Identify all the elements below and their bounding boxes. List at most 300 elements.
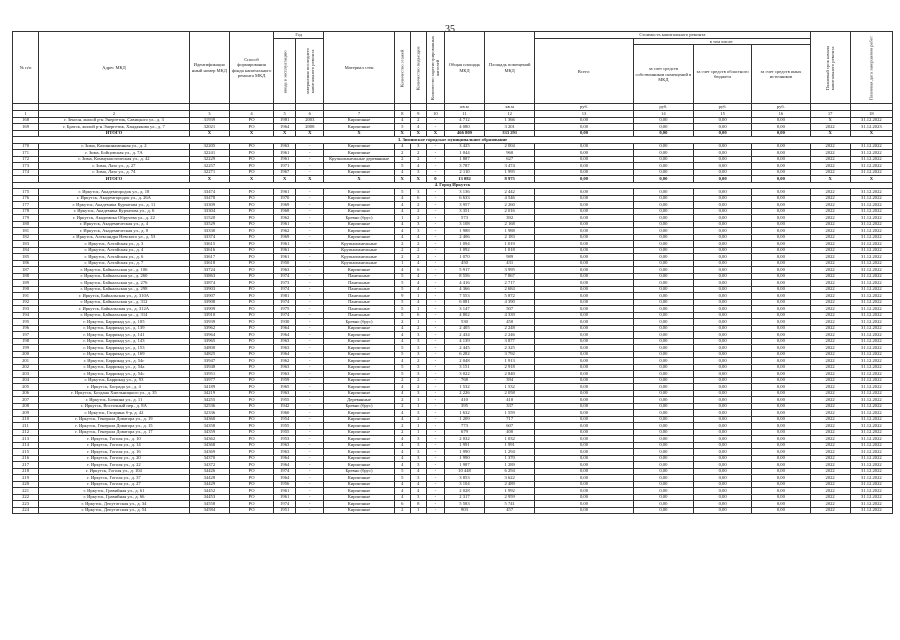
table-cell: РО: [229, 189, 273, 196]
address-cell: г. Иркутск, Баррикад ул., д. 54а: [39, 364, 190, 371]
table-cell: 1961: [274, 494, 296, 501]
table-cell: 0,00: [752, 280, 810, 287]
table-cell: 10 448: [444, 468, 484, 475]
address-cell: г. Иркутск, Генерала Доватора ул., д. 17: [39, 429, 190, 436]
table-cell: 0,00: [633, 332, 693, 339]
table-cell: 2022: [810, 462, 850, 469]
table-cell: 33908: [189, 299, 229, 306]
table-cell: Кирпичные: [324, 228, 394, 235]
table-cell: 773: [444, 423, 484, 430]
table-cell: 0,00: [633, 169, 693, 176]
table-cell: РО: [229, 228, 273, 235]
table-cell: 1973: [274, 280, 296, 287]
table-cell: 0,00: [693, 364, 751, 371]
table-cell: 33374: [189, 234, 229, 241]
table-cell: 3: [410, 410, 426, 417]
table-cell: X: [410, 130, 426, 137]
table-cell: 0,00: [752, 293, 810, 300]
table-cell: Кирпичные: [324, 208, 394, 215]
table-cell: 1964: [274, 475, 296, 482]
table-cell: 0,00: [633, 442, 693, 449]
table-cell: 2022: [810, 241, 850, 248]
table-cell: 0,00: [633, 117, 693, 124]
table-cell: 2: [410, 325, 426, 332]
address-cell: г. Иркутск, Баррикад ул., д. 153: [39, 345, 190, 352]
table-cell: -: [296, 423, 324, 430]
table-cell: 0,00: [752, 202, 810, 209]
table-cell: -: [426, 325, 444, 332]
table-cell: 2022: [810, 143, 850, 150]
table-cell: -: [426, 124, 444, 131]
table-cell: 0,00: [693, 338, 751, 345]
address-cell: г. Зима, Коммунистическая ул., д. 42: [39, 156, 190, 163]
table-cell: 34360: [189, 416, 229, 423]
table-cell: 3: [410, 494, 426, 501]
table-cell: 0,00: [535, 397, 633, 404]
table-cell: 2022: [810, 221, 850, 228]
table-cell: 0,00: [535, 124, 633, 131]
table-cell: 195: [13, 319, 39, 326]
table-cell: -: [296, 169, 324, 176]
table-cell: 2022: [810, 189, 850, 196]
table-cell: 1963: [274, 338, 296, 345]
table-cell: 4: [394, 234, 410, 241]
table-cell: 221: [13, 488, 39, 495]
table-cell: -: [426, 468, 444, 475]
table-cell: 0,00: [752, 397, 810, 404]
column-number: 9: [410, 110, 426, 117]
table-cell: 2 028: [444, 488, 484, 495]
table-cell: 34219: [189, 390, 229, 397]
table-cell: 450: [444, 260, 484, 267]
table-cell: 0,00: [535, 436, 633, 443]
address-cell: г. Иркутск, Баррикад ул., д. 93: [39, 377, 190, 384]
table-cell: 212: [13, 429, 39, 436]
table-cell: 4 366: [444, 286, 484, 293]
table-cell: Кирпичные: [324, 163, 394, 170]
table-cell: 1 032: [485, 436, 535, 443]
table-cell: 0,00: [693, 169, 751, 176]
table-cell: 31.12.2022: [850, 299, 892, 306]
table-cell: 1: [410, 423, 426, 430]
table-cell: -: [426, 319, 444, 326]
table-cell: 34452: [189, 488, 229, 495]
table-cell: 2022: [810, 390, 850, 397]
table-cell: 3 351: [444, 208, 484, 215]
table-cell: X: [274, 176, 296, 183]
table-cell: 0,00: [633, 390, 693, 397]
table-cell: 0,00: [693, 455, 751, 462]
table-cell: 0,00: [693, 384, 751, 391]
table-cell: 1 532: [444, 384, 484, 391]
table-cell: Кирпичные: [324, 390, 394, 397]
table-cell: -: [426, 403, 444, 410]
table-cell: 33617: [189, 254, 229, 261]
table-cell: 0,00: [752, 449, 810, 456]
table-cell: 33977: [189, 377, 229, 384]
table-cell: 0,00: [633, 377, 693, 384]
table-cell: 0,00: [693, 189, 751, 196]
table-cell: 392: [485, 215, 535, 222]
table-cell: 32021: [189, 124, 229, 131]
table-cell: -: [426, 481, 444, 488]
address-cell: г. Иркутск, Байкальская ул., д. 312: [39, 299, 190, 306]
table-cell: 34370: [189, 455, 229, 462]
table-cell: 31.12.2022: [850, 163, 892, 170]
table-cell: 0,00: [693, 468, 751, 475]
table-cell: -: [426, 267, 444, 274]
table-cell: 33964: [189, 332, 229, 339]
table-cell: 7 867: [485, 273, 535, 280]
table-cell: 2 226: [444, 390, 484, 397]
table-cell: 2022: [810, 397, 850, 404]
table-cell: Кирпичные: [324, 494, 394, 501]
table-cell: 450: [485, 319, 535, 326]
table-cell: -: [296, 494, 324, 501]
table-cell: -: [296, 488, 324, 495]
table-cell: 31.12.2022: [850, 345, 892, 352]
table-cell: 0,00: [752, 481, 810, 488]
table-cell: 2 248: [485, 325, 535, 332]
table-cell: 214: [13, 442, 39, 449]
table-cell: 1 532: [485, 384, 535, 391]
table-cell: 4 802: [444, 312, 484, 319]
table-cell: 1963: [274, 143, 296, 150]
table-cell: 0,00: [633, 358, 693, 365]
table-cell: РО: [229, 215, 273, 222]
table-cell: 0,00: [633, 150, 693, 157]
table-cell: 0,00: [633, 293, 693, 300]
table-cell: 1961: [274, 254, 296, 261]
table-cell: 31.12.2022: [850, 169, 892, 176]
table-cell: -: [296, 286, 324, 293]
table-cell: 176: [13, 195, 39, 202]
table-cell: X: [296, 130, 324, 137]
table-cell: 3: [410, 143, 426, 150]
table-cell: Кирпичные: [324, 332, 394, 339]
address-cell: г. Братск, жилой р-н Энергетик, Хандаякова ул., д. 7: [39, 124, 190, 131]
column-number: 18: [850, 110, 892, 117]
address-cell: г. Иркутск, Гоголя ул., д. 14: [39, 442, 190, 449]
section-title: 4. Город Иркутск: [13, 182, 893, 189]
table-cell: -: [296, 436, 324, 443]
table-cell: 2022: [810, 416, 850, 423]
table-cell: 4: [394, 332, 410, 339]
table-cell: 34584: [189, 507, 229, 514]
table-cell: 200: [13, 351, 39, 358]
table-cell: 3: [410, 390, 426, 397]
table-cell: -: [426, 260, 444, 267]
table-cell: 0,00: [633, 429, 693, 436]
table-cell: 34372: [189, 462, 229, 469]
table-cell: Кирпичные: [324, 358, 394, 365]
table-cell: 0,00: [633, 260, 693, 267]
column-number: 14: [633, 110, 693, 117]
table-cell: 2: [410, 241, 426, 248]
table-cell: 3: [410, 455, 426, 462]
address-cell: г. Зенгон, жилой р-н Энергетик, Савицкого ул., д. 3: [39, 117, 190, 124]
table-cell: 1955: [274, 397, 296, 404]
table-cell: 0,00: [752, 130, 810, 137]
table-cell: 222: [13, 494, 39, 501]
table-cell: 0,00: [633, 436, 693, 443]
table-cell: 3 853: [444, 475, 484, 482]
table-cell: -: [296, 455, 324, 462]
table-cell: -: [426, 410, 444, 417]
address-cell: г. Иркутск, Алтайская ул., д. 7: [39, 260, 190, 267]
table-cell: 1963: [274, 364, 296, 371]
table-cell: РО: [229, 390, 273, 397]
table-cell: 0,00: [752, 462, 810, 469]
table-cell: Крупнопанельные: [324, 247, 394, 254]
table-cell: 32229: [189, 156, 229, 163]
table-cell: Крупнопанельные деревянные: [324, 156, 394, 163]
table-cell: Кирпичные: [324, 325, 394, 332]
table-cell: 3: [410, 442, 426, 449]
capital-repair-registry-table: [12, 31, 893, 514]
table-cell: -: [296, 221, 324, 228]
table-cell: -: [426, 475, 444, 482]
address-cell: г. Иркутск, Гравийная ул., д. 61: [39, 488, 190, 495]
table-cell: Кирпичные: [324, 416, 394, 423]
table-cell: 224: [13, 507, 39, 514]
table-cell: 0,00: [752, 325, 810, 332]
table-cell: 33874: [189, 280, 229, 287]
col-area-living-header: Площадь помещений МКД: [485, 32, 535, 104]
table-cell: 4: [394, 117, 410, 124]
table-cell: 2: [394, 403, 410, 410]
table-cell: Панельные: [324, 286, 394, 293]
table-cell: Кирпичные: [324, 338, 394, 345]
table-cell: 4: [394, 208, 410, 215]
table-cell: 0,00: [633, 273, 693, 280]
table-cell: 4: [394, 462, 410, 469]
table-cell: 2 442: [485, 189, 535, 196]
table-cell: 2022: [810, 202, 850, 209]
table-cell: -: [426, 208, 444, 215]
table-cell: РО: [229, 501, 273, 508]
table-cell: 31.12.2022: [850, 202, 892, 209]
table-cell: 0,00: [693, 358, 751, 365]
table-cell: 34359: [189, 429, 229, 436]
column-number: 8: [394, 110, 410, 117]
table-cell: 2: [410, 247, 426, 254]
table-cell: 189: [13, 280, 39, 287]
table-cell: 3: [410, 462, 426, 469]
table-cell: 0,00: [752, 338, 810, 345]
table-cell: 0,00: [633, 462, 693, 469]
table-cell: 0,00: [535, 410, 633, 417]
table-cell: -: [426, 338, 444, 345]
table-cell: Кирпичные: [324, 481, 394, 488]
table-cell: 0,00: [693, 351, 751, 358]
table-cell: 0,00: [752, 260, 810, 267]
table-cell: 1964: [274, 332, 296, 339]
table-cell: 4: [410, 299, 426, 306]
table-cell: 7 553: [444, 293, 484, 300]
address-cell: г. Иркутск, Гоголя ул., д. 37: [39, 475, 190, 482]
table-cell: 0,00: [752, 306, 810, 313]
table-cell: 181: [13, 228, 39, 235]
table-cell: 1961: [274, 156, 296, 163]
table-cell: 31.12.2022: [850, 384, 892, 391]
table-cell: 177: [13, 202, 39, 209]
table-cell: -: [296, 150, 324, 157]
table-cell: 31.12.2022: [850, 306, 892, 313]
table-cell: 1 294: [485, 449, 535, 456]
table-cell: 1: [410, 306, 426, 313]
table-cell: 1 991: [485, 442, 535, 449]
table-cell: РО: [229, 494, 273, 501]
table-cell: 220: [13, 481, 39, 488]
table-cell: 0,00: [535, 176, 633, 183]
table-cell: -: [296, 462, 324, 469]
table-cell: 31.12.2022: [850, 494, 892, 501]
table-cell: РО: [229, 312, 273, 319]
table-cell: 0,00: [752, 436, 810, 443]
table-cell: 2022: [810, 195, 850, 202]
col-entrances-header: Количество подъездов: [410, 32, 426, 104]
table-cell: 0,00: [535, 462, 633, 469]
table-cell: 31.12.2023: [850, 124, 892, 131]
table-cell: 31.12.2022: [850, 481, 892, 488]
table-cell: -: [296, 260, 324, 267]
table-cell: 3: [410, 345, 426, 352]
table-cell: 0,00: [752, 410, 810, 417]
table-cell: X: [810, 130, 850, 137]
table-cell: 0,00: [752, 234, 810, 241]
table-cell: 0,00: [693, 423, 751, 430]
table-cell: 4: [394, 384, 410, 391]
table-cell: РО: [229, 163, 273, 170]
address-cell: г. Иркутск, Академика Курчатова ул., д. 11: [39, 202, 190, 209]
table-cell: 197: [13, 332, 39, 339]
table-cell: 2022: [810, 338, 850, 345]
table-cell: 4: [394, 195, 410, 202]
table-cell: 0,00: [752, 299, 810, 306]
table-cell: -: [296, 215, 324, 222]
table-cell: 3: [410, 332, 426, 339]
table-cell: 31.12.2022: [850, 332, 892, 339]
table-cell: 2022: [810, 228, 850, 235]
table-cell: 4: [394, 221, 410, 228]
table-cell: 3 877: [485, 338, 535, 345]
table-cell: РО: [229, 371, 273, 378]
table-cell: 2022: [810, 163, 850, 170]
table-cell: 0,00: [633, 384, 693, 391]
table-cell: 1942: [274, 403, 296, 410]
table-cell: 0,00: [633, 306, 693, 313]
table-cell: 3: [410, 371, 426, 378]
table-cell: -: [426, 429, 444, 436]
table-cell: 1962: [274, 358, 296, 365]
table-cell: X: [810, 176, 850, 183]
table-cell: -: [426, 286, 444, 293]
table-cell: 0,00: [535, 299, 633, 306]
col-area-total-header: Общая площадь МКД: [444, 32, 484, 104]
table-cell: 33965: [189, 338, 229, 345]
table-cell: 2: [394, 150, 410, 157]
table-cell: -: [426, 436, 444, 443]
table-cell: 1961: [274, 150, 296, 157]
table-cell: РО: [229, 338, 273, 345]
table-cell: 4: [394, 390, 410, 397]
table-cell: 31.12.2022: [850, 377, 892, 384]
table-cell: 173: [13, 163, 39, 170]
table-cell: 5: [394, 306, 410, 313]
table-cell: 33529: [189, 221, 229, 228]
table-cell: 184: [13, 247, 39, 254]
table-cell: Бревно (брус): [324, 468, 394, 475]
table-cell: 1955: [274, 423, 296, 430]
column-number: 10: [426, 110, 444, 117]
unit-label: кв.м: [485, 104, 535, 110]
table-cell: РО: [229, 332, 273, 339]
table-cell: Кирпичные: [324, 189, 394, 196]
table-cell: -: [296, 280, 324, 287]
table-cell: 33909: [189, 306, 229, 313]
unit-label: руб.: [535, 104, 633, 110]
table-cell: 2: [410, 416, 426, 423]
table-cell: 179: [13, 215, 39, 222]
table-cell: 2 016: [485, 208, 535, 215]
table-cell: 1 370: [485, 455, 535, 462]
table-cell: 33903: [189, 286, 229, 293]
table-cell: 2 405: [444, 325, 484, 332]
address-cell: г. Иркутск, Байкальская ул., д. 312А: [39, 306, 190, 313]
table-cell: 31.12.2022: [850, 364, 892, 371]
table-cell: 6 282: [444, 351, 484, 358]
table-cell: 2008: [296, 124, 324, 131]
table-cell: 0,00: [693, 195, 751, 202]
table-cell: 2 168: [485, 221, 535, 228]
table-cell: 1974: [274, 501, 296, 508]
table-cell: 4: [394, 449, 410, 456]
table-cell: 188: [13, 273, 39, 280]
table-cell: 33962: [189, 325, 229, 332]
table-cell: РО: [229, 429, 273, 436]
table-cell: 0,00: [535, 325, 633, 332]
table-cell: 0,00: [693, 416, 751, 423]
table-cell: 0,00: [752, 215, 810, 222]
table-cell: 1961: [274, 488, 296, 495]
address-cell: г. Иркутск, Байкальская ул., д. 260: [39, 273, 190, 280]
table-cell: -: [296, 371, 324, 378]
table-cell: 0,00: [752, 189, 810, 196]
table-cell: 2022: [810, 423, 850, 430]
table-cell: 2022: [810, 488, 850, 495]
col-start-header: Плановый срок начала капитального ремонта: [810, 32, 850, 104]
table-cell: 33951: [189, 371, 229, 378]
table-cell: 0,00: [693, 124, 751, 131]
table-cell: 1 991: [444, 442, 484, 449]
table-cell: 31.12.2022: [850, 117, 892, 124]
col-material-header: Материал стен: [324, 32, 394, 104]
table-cell: 31.12.2022: [850, 293, 892, 300]
table-cell: 3: [410, 221, 426, 228]
table-cell: -: [296, 364, 324, 371]
table-cell: 2022: [810, 319, 850, 326]
table-cell: 0,00: [752, 384, 810, 391]
table-cell: 8: [410, 501, 426, 508]
table-cell: 32336: [189, 410, 229, 417]
table-cell: 3 792: [485, 351, 535, 358]
table-cell: 31.12.2022: [850, 195, 892, 202]
section-title: 3. Зиминское городское муниципальное образование: [13, 137, 893, 144]
table-cell: 0,00: [752, 423, 810, 430]
table-cell: -: [426, 247, 444, 254]
table-cell: 2022: [810, 280, 850, 287]
